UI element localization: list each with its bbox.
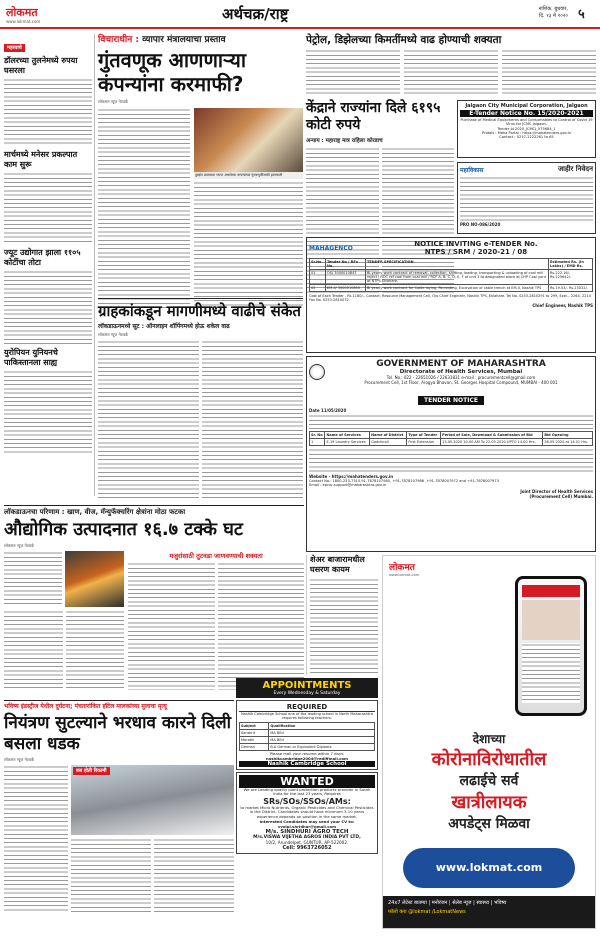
promo-line: कोरोनाविरोधातील <box>431 749 547 770</box>
table-cell: Rs.222.16/- Rs.225642/- <box>549 270 593 285</box>
story-tax-waiver <box>98 34 303 296</box>
table-cell: 01 <box>310 270 326 285</box>
story-kicker: लॉकडाऊनचा परिणाम : खाण, वीज, मॅन्युफॅक्चरिंग क्षेत्रांना मोठा फटका <box>4 508 186 516</box>
ad-title: REQUIRED <box>239 703 375 712</box>
tender-notice: E-Tender Notice No. 15/2020-2021 <box>460 110 593 117</box>
tender-body <box>309 448 593 474</box>
brief-body <box>4 370 92 454</box>
currency-photo <box>194 108 303 172</box>
story-body <box>98 340 199 500</box>
tender-date: Date 11/05/2020 <box>309 408 347 413</box>
ad-title: WANTED <box>239 775 375 788</box>
story-headline: औद्योगिक उत्पादनात १६.७ टक्के घट <box>4 519 243 540</box>
table-cell: E-19 Laundry Services <box>325 439 370 446</box>
mahagenco-brand: MAHAGENCO <box>309 244 353 252</box>
tender-health <box>306 356 596 552</box>
ad-intro: We are Leading quality plant protection products provider in South India for the last 23 years, Requires <box>243 786 371 797</box>
tender-table <box>309 258 593 292</box>
story-kicker: विचाराधीन : <box>98 35 139 45</box>
promo-site: www.lokmat.com <box>389 573 420 577</box>
tender-signed: Joint Director of Health Services (Procurement Cell) Mumbai. <box>520 489 593 499</box>
brief-title: डॉलरच्या तुलनेमध्ये रुपया घसरला <box>4 56 78 75</box>
story-kicker-sub: व्यापार मंत्रालयाचा प्रस्ताव <box>142 35 226 45</box>
tender-box-label: TENDER NOTICE <box>418 396 484 405</box>
story-petrol <box>306 34 596 98</box>
masthead-logo: लोकमत <box>6 7 38 19</box>
story-industrial-output <box>4 508 304 698</box>
appointments-banner <box>236 678 378 698</box>
ad-address: 10/2, Arundelpet, GUNTUR, AP-522002. <box>265 840 349 846</box>
story-body <box>98 108 190 308</box>
promo-line: अपडेट्स मिळवा <box>448 816 530 832</box>
table-header: TENDER SPECIFICATION <box>366 259 549 270</box>
brief-title: युरोपियन युनियनचे पाकिस्तानला साह्य <box>4 348 58 367</box>
ad-school: Nashik Cambridge School <box>239 761 375 767</box>
section-title: अर्थचक्र/राष्ट्र <box>222 5 289 23</box>
brief-body <box>4 270 92 344</box>
promo-line: देशाच्या <box>472 732 506 746</box>
story-headline: नियंत्रण सुटल्याने भरधाव कारने दिली बसला धडक <box>4 713 231 754</box>
story-byline: लोकमत न्यूज नेटवर्क <box>4 543 35 548</box>
notice-body <box>460 176 593 222</box>
promo-web-button[interactable]: www.lokmat.com <box>403 848 575 888</box>
story-body <box>404 49 498 95</box>
story-body <box>218 562 305 690</box>
tender-org: Jalgaon City Municipal Corporation, Jalgaon <box>465 103 588 109</box>
tender-email: Email - eproc.support@maharashtra.gov.in <box>309 483 387 487</box>
tender-note: Cost of Each Tender - Rs.1180/-. Contact: Resource Management Cell, O/o Chief Engineer, Nashik TPS, Eklahare. Tel No. 0253-2810291 to 299, Extn.- 2264, 2214 Fax No. 0253-2810072. <box>309 294 591 303</box>
story-kicker: भविष्य इंडस्ट्रीज येथील दुर्घटना; पंचतारांकित हॉटेल मालकांच्या मुलाचा मृत्यू <box>4 703 167 710</box>
table-cell: Rs.19.53/- Rs.23032/- <box>549 285 593 292</box>
story-share-market <box>310 555 378 675</box>
tender-portal: Protals : Maha Portal : https://mahatenders.gov.in <box>481 130 572 135</box>
table-header: Sr.No. <box>310 259 326 270</box>
column-divider <box>94 34 95 496</box>
ad-company: M/s. SINDHURI AGRO TECH <box>265 829 349 836</box>
story-subhead: अन्याय : महाराष्ट्र मात्र राहिला कोरडाच <box>306 138 383 144</box>
photo-tag: बस होती रिकामी <box>73 767 110 775</box>
phone-mockup <box>515 576 587 716</box>
table-row <box>310 270 593 285</box>
ad-required <box>236 700 378 770</box>
story-body <box>128 562 215 690</box>
tender-tel: Tel. No.: 022 - 22651026 / 22631831 e-mail : procurementcell@gmail.com <box>386 375 536 380</box>
story-body <box>71 838 151 912</box>
table-header: Tender No / RFx No. <box>326 259 366 270</box>
ad-mail-text: Please mail your resume within 7 days. <box>269 750 345 756</box>
masthead-site: www.lokmat.com <box>6 19 41 24</box>
promo-social: फॉलो करा @lokmat /LokmatNews <box>388 909 466 915</box>
tender-contact: Contact No.: 1800-233-7315,91-7878107985, +91-7878107986 ,+91-7878007972 and +91-7878007973 <box>309 479 499 483</box>
appointments-sub: Every Wednesday & Saturday <box>273 691 341 696</box>
table-cell: German <box>240 743 269 750</box>
ad-email: nashikcambridge2004@rediffmail.com <box>265 755 348 761</box>
story-body <box>66 610 125 688</box>
factory-photo <box>65 551 124 607</box>
ad-cv: Interested Candidates may send your CV to: vvaipl.shridhar@gmail.com <box>259 819 355 830</box>
tender-id: Tender Id 2020_JCMCJ_575684_1 <box>497 126 556 131</box>
tender-title: NOTICE INVITING e-TENDER No. <box>414 240 538 248</box>
accident-photo <box>71 765 234 835</box>
tender-table <box>309 431 593 446</box>
story-body <box>202 340 303 500</box>
table-cell: OS/ 3000010847 <box>326 270 366 285</box>
story-byline: लोकमत न्यूज नेटवर्क <box>4 757 35 762</box>
story-byline: लोकमत न्यूज नेटवर्क <box>98 332 129 337</box>
ad-wanted <box>236 772 378 855</box>
story-headline: शेअर बाजारामधील घसरण कायम <box>310 555 365 574</box>
table-cell: EM-II/ 3000010850 <box>326 285 366 292</box>
table-cell: Marathi <box>240 736 269 743</box>
tender-address: Procurement Cell, 1st Floor, Arogya Bhavan, St. Georges Hospital Compound, MUMBAI - 400 001 <box>364 380 558 385</box>
photo-caption: दुबईत प्रवासाला सज्ज असलेल्या कंपन्यांच्या गुंतवणुकीसाठी हालचाली <box>194 172 303 179</box>
tender-number: NTPS / SRM / 2020-21 / 08 <box>424 248 528 256</box>
story-body <box>154 838 234 912</box>
brief-title: मार्चमध्ये मनेसर प्रकल्पात काम सुरू <box>4 150 78 169</box>
story-headline: केंद्राने राज्यांना दिले ६१९५ कोटी रुपये <box>306 100 441 133</box>
table-row <box>310 285 593 292</box>
table-cell: MA BEd <box>269 729 375 736</box>
edition-day: नाशिक, बुधवार, <box>538 6 568 12</box>
tender-web: Website - https://mahatenders.gov.in <box>309 474 394 479</box>
promo-tagline: 24x7 लेटेस्ट बातम्या | मनोरंजन | सेलेब न्यूज | स्वास्थ्य | भविष्य <box>388 900 507 906</box>
table-header: Estimated Rs. (In Lakhs) / EMD Rs. <box>549 259 593 270</box>
tender-title: GOVERNMENT OF MAHARASHTRA <box>376 359 546 369</box>
promo-line: लढाईचे सर्व <box>459 773 519 789</box>
brief-body <box>4 172 92 244</box>
story-headline: ग्राहकांकडून मागणीमध्ये वाढीचे संकेत <box>98 302 301 320</box>
story-subhead: लॉकडाऊनमध्ये सूट : ऑनलाइन शॉपिंगमध्ये होऊ शकेल वाढ <box>98 323 230 330</box>
table-header: Type of Tender <box>407 432 441 439</box>
notice-org: महाविकास <box>460 166 484 174</box>
table-cell: Bi yearly work contract for Cable laying, Re-routing, Excavation of cable trench at EM-II, Nashik TPS <box>366 285 549 292</box>
column-divider <box>306 555 307 675</box>
section-rule <box>4 700 234 701</box>
story-body <box>4 551 62 607</box>
tender-contact: Contact : 0257-2222261 to 65 <box>499 134 554 139</box>
table-header: Sr. No <box>310 432 325 439</box>
left-briefs-column <box>4 34 92 496</box>
story-body <box>4 765 68 913</box>
table-cell: Gadchiroli <box>370 439 407 446</box>
table-cell: 02 <box>310 285 326 292</box>
table-cell: B.A German or Equivalent Diploma <box>269 743 375 750</box>
tender-mahagenco <box>306 237 596 353</box>
header-rule <box>0 27 600 29</box>
classified-ads <box>236 678 378 929</box>
table-cell: Bi-yearly work contract of removal, collection, shifting, loading, transporting & unloading of coal mill reject / ROC ref coal from coal mill / RCF A, B, C, D, E, F of unit 3 to designated place at CHP Coal yard at NTPS Eklahare. <box>366 270 549 285</box>
table-row <box>310 439 593 446</box>
tender-body <box>309 414 593 430</box>
ad-cell: Cell: 9963726052 <box>282 845 332 852</box>
notice-ref: PRO NO-086/2020 <box>460 222 501 227</box>
tender-jalgaon <box>457 100 596 158</box>
tender-dept: Directorate of Health Services, Mumbai <box>399 369 523 375</box>
table-header: Period of Sale, Download & Submission of Bid <box>441 432 543 439</box>
ad-body: to market Micro Nutrients, Organic Pesticides and Chemical Pesticides in the District. Candidates should have minimum 3-10 years experience depends on position in the same market. <box>240 804 374 819</box>
table-cell: Subject <box>240 722 269 729</box>
ad-company: M/s.VISWA VIJETHA AGROS INDIA PVT LTD, <box>253 835 361 841</box>
table-cell: 1 <box>310 439 325 446</box>
edition-date <box>520 6 568 20</box>
story-highlight: मजुरांसाठी तुटवडा जाणवण्याची शक्यता <box>169 552 263 560</box>
story-headline: पेट्रोल, डिझेलच्या किमतींमध्ये वाढ होण्याची शक्यता <box>306 34 502 46</box>
story-byline: लोकमत न्यूज नेटवर्क <box>98 99 129 104</box>
table-cell: MA BEd <box>269 736 375 743</box>
tender-purpose: Purchase of Medical Equipments and Consumables to Control of Covid 19 Virus for JCMC Jalgaon. <box>460 118 593 127</box>
table-header: Bid Opening <box>543 432 593 439</box>
promo-brand: लोकमत <box>389 563 415 573</box>
notice-mahila <box>457 162 596 234</box>
story-bus-accident <box>4 703 234 929</box>
story-body <box>4 610 63 688</box>
promo-line: खात्रीलायक <box>451 792 527 813</box>
story-body <box>194 181 303 306</box>
table-cell: 13.05.2020 10.00 AM To 22.05.2020 UPTO 14.00 Hrs. <box>441 439 543 446</box>
story-online-shopping <box>98 302 303 502</box>
ad-roles: SRs/SOs/SSOs/AMs: <box>263 796 351 806</box>
ad-table <box>239 722 375 751</box>
page-number: ५ <box>578 7 585 22</box>
table-cell: 26.05.2020 at 14.01 Hrs. <box>543 439 593 446</box>
appointments-title: APPOINTMENTS <box>262 680 352 691</box>
table-header: Name of District <box>370 432 407 439</box>
section-rule <box>98 298 303 299</box>
emblem-icon <box>309 364 325 380</box>
table-cell: First Extension <box>407 439 441 446</box>
story-body <box>306 49 400 95</box>
briefs-label: महत्त्वाचे <box>4 44 25 52</box>
table-cell: Qualification <box>269 722 375 729</box>
notice-title: जाहीर निवेदन <box>557 165 593 173</box>
story-headline: गुंतवणूक आणणाऱ्या कंपन्यांना करमाफी? <box>98 48 247 96</box>
table-cell: Sanskrit <box>240 729 269 736</box>
tender-signed: Chief Engineer, Nashik TPS <box>532 302 593 308</box>
brief-title: ज्यूट उद्योगात झाला ११०५ कोटींचा तोटा <box>4 248 81 267</box>
brief-body <box>4 78 92 146</box>
lokmat-promo <box>382 555 596 929</box>
ad-text: Nashik Cambridge School one of the leading school in North Maharashtra requires following teachers. <box>240 712 374 721</box>
story-body <box>310 578 378 674</box>
story-body <box>502 49 596 95</box>
table-header: Name of Services <box>325 432 370 439</box>
edition-date-text: दि. १३ मे २०२० <box>539 13 568 19</box>
section-rule <box>4 505 304 506</box>
